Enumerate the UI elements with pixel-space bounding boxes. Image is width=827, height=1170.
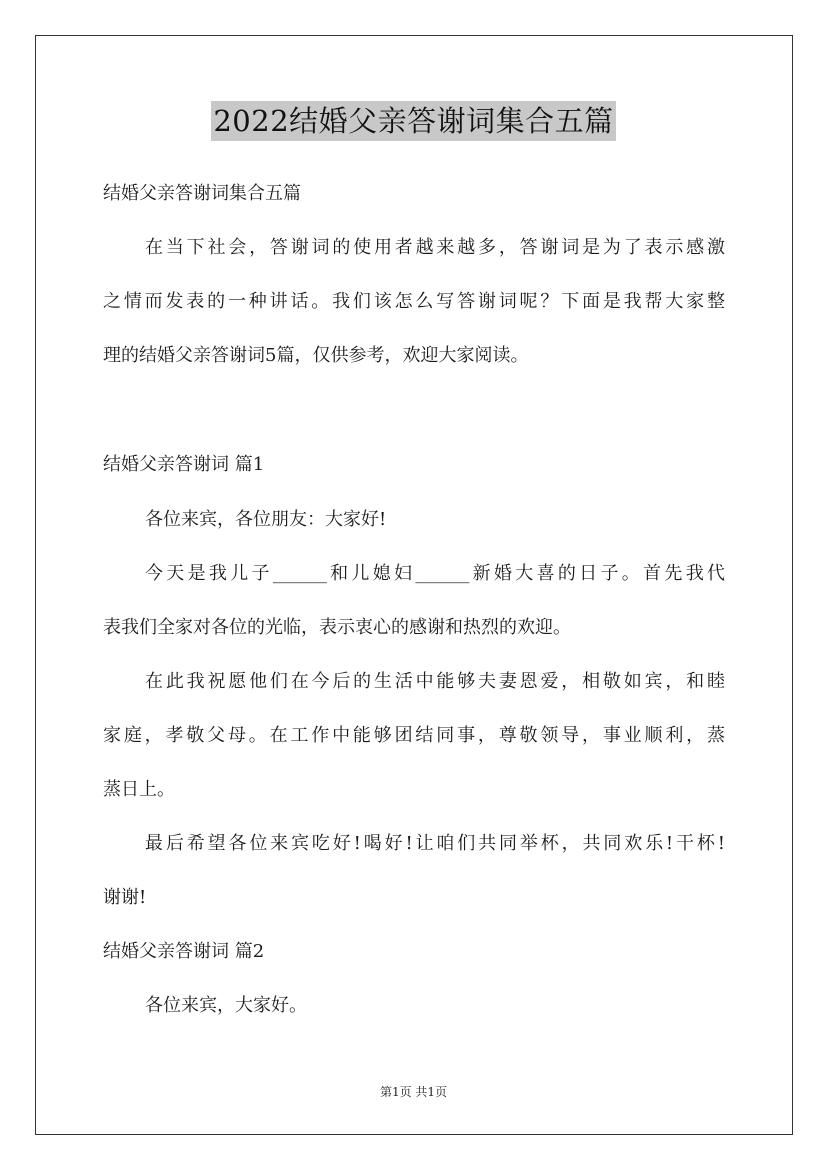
- section-1-paragraph-3-line-2: 谢谢!: [103, 887, 147, 908]
- section-1-paragraph-2-line-2: 家庭，孝敬父母。在工作中能够团结同事，尊敬领导，事业顺利，蒸: [103, 725, 725, 746]
- document-subtitle: 结婚父亲答谢词集合五篇: [103, 183, 301, 204]
- section-1-greeting: 各位来宾，各位朋友：大家好!: [145, 509, 387, 530]
- section-1-paragraph-2-line-3: 蒸日上。: [103, 779, 175, 800]
- intro-line-3: 理的结婚父亲答谢词5篇，仅供参考，欢迎大家阅读。: [103, 345, 529, 366]
- section-1-paragraph-1-line-1: 今天是我儿子______和儿媳妇______新婚大喜的日子。首先我代: [145, 563, 725, 584]
- section-1-paragraph-1-line-2: 表我们全家对各位的光临，表示衷心的感谢和热烈的欢迎。: [103, 617, 571, 638]
- section-2-greeting: 各位来宾，大家好。: [145, 995, 307, 1016]
- section-1-paragraph-2-line-1: 在此我祝愿他们在今后的生活中能够夫妻恩爱，相敬如宾，和睦: [145, 671, 725, 692]
- intro-line-2: 之情而发表的一种讲话。我们该怎么写答谢词呢？下面是我帮大家整: [103, 291, 725, 312]
- section-2-heading: 结婚父亲答谢词 篇2: [103, 941, 265, 962]
- intro-line-1: 在当下社会，答谢词的使用者越来越多，答谢词是为了表示感激: [145, 237, 725, 258]
- title-container: [0, 101, 827, 141]
- document-title: 2022结婚父亲答谢词集合五篇: [211, 101, 615, 141]
- section-1-heading: 结婚父亲答谢词 篇1: [103, 454, 265, 475]
- page-footer: 第1页 共1页: [379, 1085, 448, 1099]
- section-1-paragraph-3-line-1: 最后希望各位来宾吃好!喝好!让咱们共同举杯，共同欢乐!干杯!: [145, 833, 725, 854]
